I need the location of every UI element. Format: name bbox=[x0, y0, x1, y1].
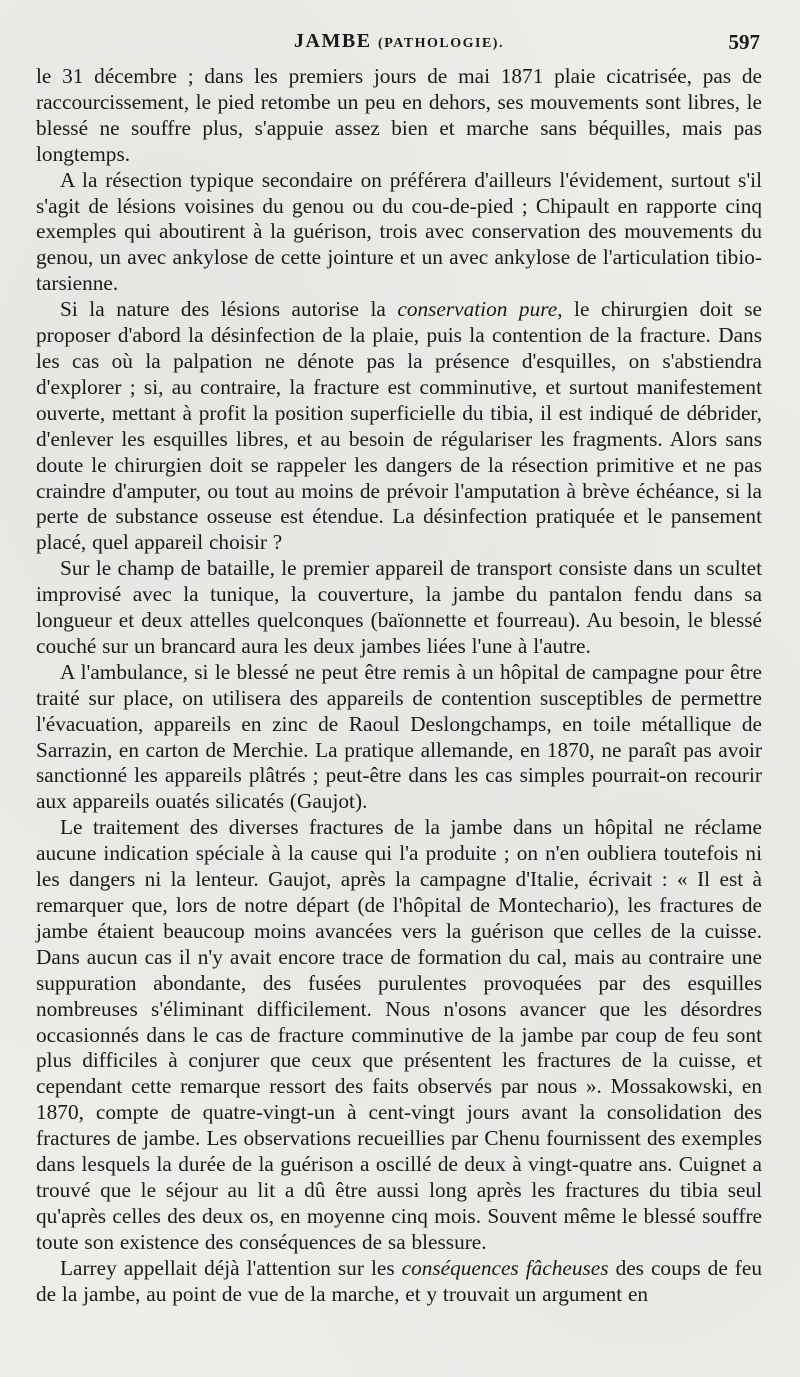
text-run: Si la nature des lésions autorise la bbox=[60, 297, 398, 322]
text-run: le 31 décembre ; dans les premiers jours de mai 1871 plaie cicatrisée, pas de raccourcissement, le pied retombe un peu en dehors, ses mouvements sont libres, le blessé ne souffre plus, s'appuie assez bien et marche sans béquilles, mais pas longtemps. bbox=[36, 64, 762, 166]
running-head bbox=[36, 30, 762, 53]
page-number: 597 bbox=[728, 30, 760, 54]
text-run: des coups de feu de la jambe, au point de vue de la marche, et y trouvait un argument en bbox=[36, 1255, 763, 1306]
text-run: A l'ambulance, si le blessé ne peut être remis à un hôpital de campagne pour être traité sur place, on utilisera des appareils de contention susceptibles de permettre l'évacuation, appareils en zinc de Raoul Deslongchamps, en toile métallique de Sarrazin, en carton de Merchie. La pratique allemande, en 1870, ne paraît pas avoir sanctionné les appareils plâtrés ; peut-être dans les cas simples pourrait-on recourir aux appareils ouatés silicatés (Gaujot). bbox=[36, 659, 762, 814]
text-run: A la résection typique secondaire on préférera d'ailleurs l'évidement, surtout s'il s'agit de lésions voisines du genou ou du cou-de-pied ; Chipault en rapporte cinq exemples qui aboutirent à la guérison, trois avec conservation des mouvements du genou, un avec ankylose de cette jointure et un avec ankylose de l'articulation tibio-tarsienne. bbox=[36, 167, 762, 296]
paragraph bbox=[36, 1256, 762, 1308]
paragraph bbox=[36, 297, 762, 556]
paragraph bbox=[36, 556, 762, 660]
running-head-subtitle: (PATHOLOGIE). bbox=[378, 36, 504, 51]
text-run: Le traitement des diverses fractures de la jambe dans un hôpital ne réclame aucune indication spéciale à la cause qui l'a produite ; on n'en oubliera toutefois ni les dangers ni la lenteur. Gaujot, après la campagne d'Italie, écrivait : « Il est à remarquer que, lors de notre départ (de l'hôpital de Montechario), les fractures de jambe étaient beaucoup moins avancées vers la guérison que celles de la cuisse. Dans aucun cas il n'y avait encore trace de formation du cal, mais au contraire une suppuration abondante, des fusées purulentes provoquées par des esquilles nombreuses s'éliminant difficilement. Nous n'osons avancer que les désordres occasionnés dans le cas de fracture comminutive de la jambe par coup de feu sont plus difficiles à conjurer que ceux que présentent les fractures de la cuisse, et cependant cette remarque ressort des faits observés par nous ». Mossakowski, en 1870, compte de quatre-vingt-un à cent-vingt jours avant la consolidation des fractures de jambe. Les observations recueillies par Chenu fournissent des exemples dans lesquels la durée de la guérison a oscillé de deux à vingt-quatre ans. Cuignet a trouvé que le séjour au lit a dû être aussi long après les fractures du tibia seul qu'après celles des deux os, en moyenne cinq mois. Souvent même le blessé souffre toute son existence des conséquences de sa blessure. bbox=[36, 815, 762, 1254]
body-text bbox=[36, 64, 762, 1308]
paragraph bbox=[36, 64, 762, 168]
text-run: Sur le champ de bataille, le premier appareil de transport consiste dans un scultet improvisé avec la tunique, la couverture, la jambe du pantalon fendu dans sa longueur et deux attelles quelconques (baïonnette et fourreau). Au besoin, le blessé couché sur un brancard aura les deux jambes liées l'une à l'autre. bbox=[36, 556, 762, 658]
page-header bbox=[36, 30, 762, 60]
paragraph bbox=[36, 660, 762, 815]
text-run: Larrey appellait déjà l'attention sur les bbox=[60, 1255, 402, 1280]
running-head-title: JAMBE bbox=[294, 30, 372, 52]
italic-text: conservation pure bbox=[397, 297, 558, 322]
paragraph bbox=[36, 168, 762, 298]
text-run: , le chirurgien doit se proposer d'abord la désinfection de la plaie, puis la contention de la fracture. Dans les cas où la palpation ne dénote pas la présence d'esquilles, on s'abstiendra d'explorer ; si, au contraire, la fracture est comminutive, et surtout manifestement ouverte, mettant à profit la position superficielle du tibia, il est indiqué de débrider, d'enlever les esquilles libres, et au besoin de régulariser les fragments. Alors sans doute le chirurgien doit se rappeler les dangers de la résection primitive et ne pas craindre d'amputer, ou tout au moins de prévoir l'amputation à brève échéance, si la perte de substance osseuse est étendue. La désinfection pratiquée et le pansement placé, quel appareil choisir ? bbox=[36, 297, 762, 555]
paragraph bbox=[36, 815, 762, 1255]
italic-text: conséquences fâcheuses bbox=[401, 1255, 609, 1280]
